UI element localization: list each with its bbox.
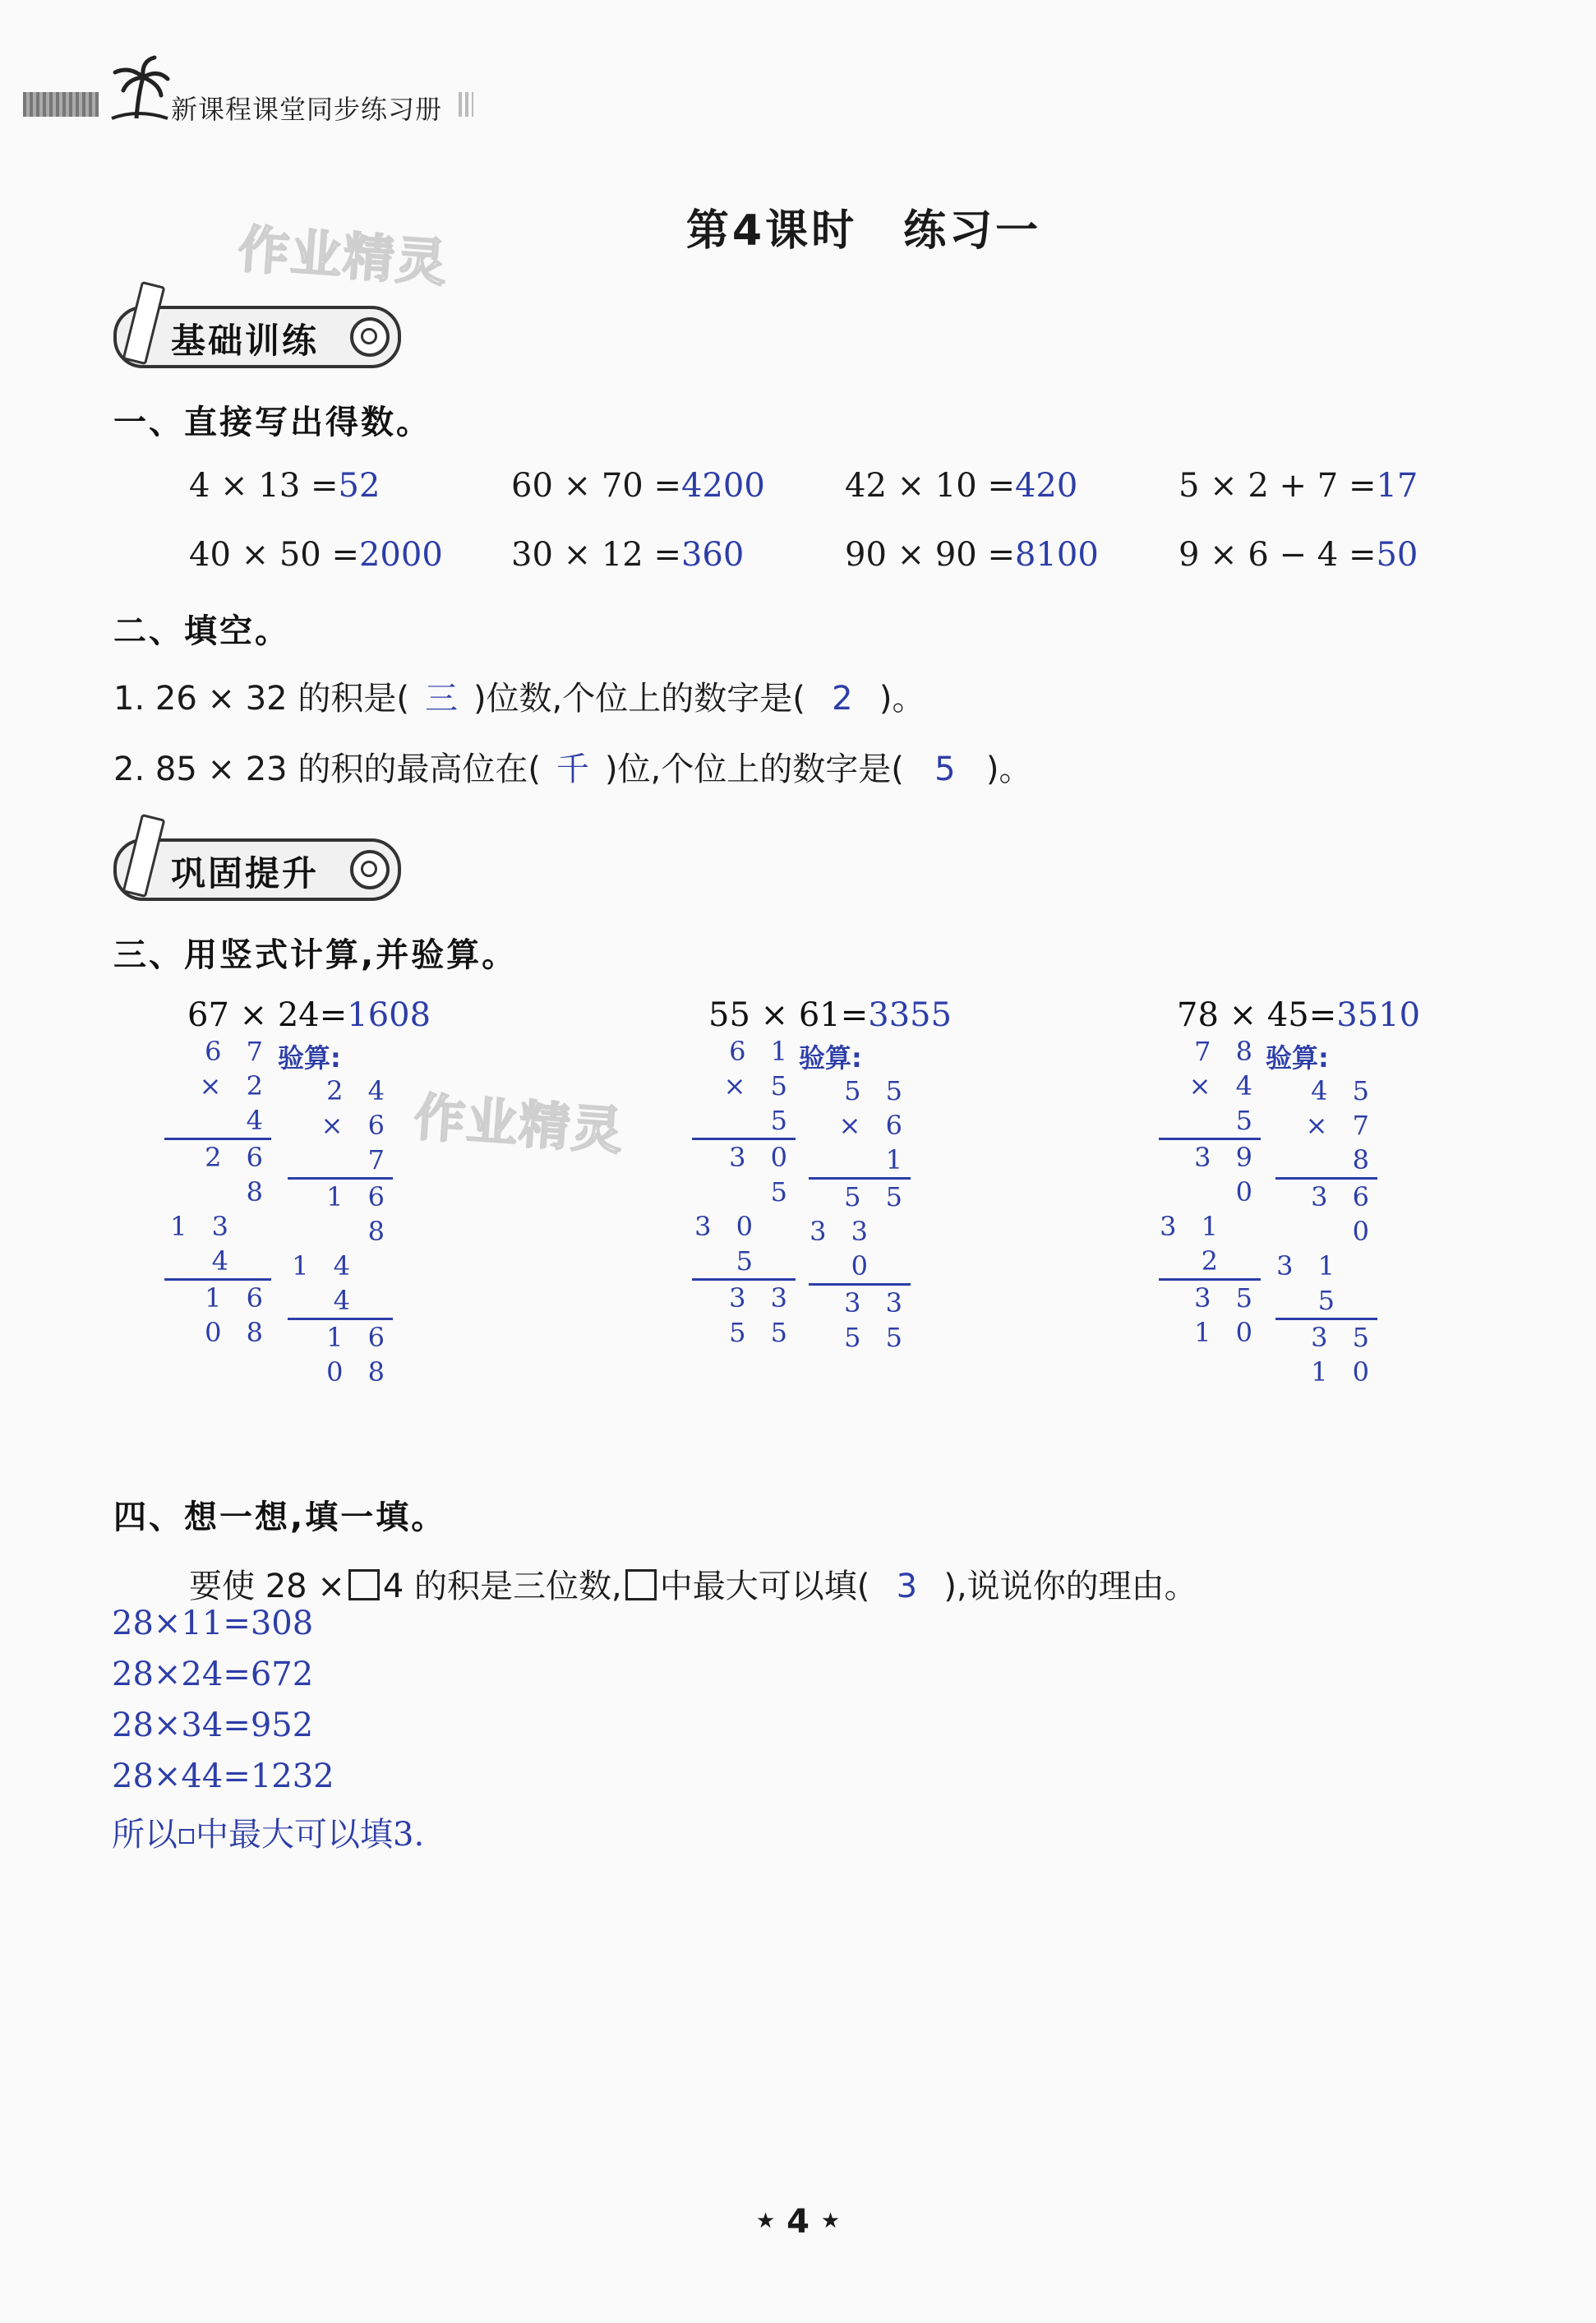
fill-question-2: 2. 85 × 23 的积的最高位在( 千 )位,个位上的数字是( 5 )。 bbox=[113, 743, 1032, 790]
blank-box bbox=[179, 1829, 194, 1844]
fill-answer: 三 bbox=[424, 680, 458, 718]
watermark: 作业精灵 bbox=[412, 1087, 626, 1162]
product-answer: 3355 bbox=[868, 996, 953, 1034]
calc-answer: 50 bbox=[1376, 536, 1418, 574]
calc-answer: 8100 bbox=[1014, 536, 1099, 574]
badge-ring-icon bbox=[350, 850, 390, 889]
calc-item: 60 × 70 =4200 bbox=[511, 467, 765, 505]
section3-heading: 三、用竖式计算,并验算。 bbox=[113, 936, 518, 974]
blank-box bbox=[625, 1569, 657, 1600]
calc-answer: 2000 bbox=[358, 536, 443, 574]
reason-conclusion: 所以 中最大可以填3. bbox=[112, 1816, 425, 1854]
series-title: 新课程课堂同步练习册 bbox=[171, 94, 443, 125]
product-answer: 3510 bbox=[1336, 996, 1421, 1034]
vertical-calc-check: 2 4 × 6 7 1 6 8 1 4 4 1 6 0 8 bbox=[288, 1074, 393, 1389]
badge-ring-icon bbox=[350, 317, 390, 357]
fill-answer: 2 bbox=[832, 680, 853, 718]
star-icon: ★ bbox=[820, 2209, 841, 2233]
calc-answer: 420 bbox=[1014, 467, 1078, 505]
blank-box bbox=[348, 1569, 380, 1600]
vertical-calc-check: 4 5 × 7 8 3 6 0 3 1 5 3 5 1 0 bbox=[1276, 1075, 1377, 1388]
vertical-calc-check: 5 5 × 6 1 5 5 3 3 0 3 3 5 5 bbox=[810, 1075, 911, 1353]
product-answer: 1608 bbox=[347, 996, 431, 1034]
palm-tree-icon bbox=[105, 54, 171, 123]
reason-line: 28×44=1232 bbox=[112, 1757, 334, 1795]
calc-item: 5 × 2 + 7 =17 bbox=[1179, 467, 1418, 505]
verify-label: 验算: bbox=[278, 1042, 341, 1074]
calc-item: 40 × 50 =2000 bbox=[189, 536, 443, 574]
calc-item: 9 × 6 − 4 =50 bbox=[1179, 536, 1418, 574]
fill-answer: 3 bbox=[896, 1568, 918, 1605]
calc-answer: 360 bbox=[680, 536, 745, 574]
calc-item: 4 × 13 =52 bbox=[189, 467, 381, 505]
calc-item: 30 × 12 =360 bbox=[511, 536, 745, 574]
think-question: 要使 28 × 4 的积是三位数, 中最大可以填( 3 ),说说你的理由。 bbox=[189, 1568, 1197, 1605]
header-decor-strip bbox=[23, 92, 99, 117]
calc-answer: 17 bbox=[1376, 467, 1418, 505]
verify-label: 验算: bbox=[1266, 1042, 1329, 1074]
header-decor-bars bbox=[459, 92, 473, 117]
star-icon: ★ bbox=[755, 2209, 776, 2233]
verify-label: 验算: bbox=[799, 1042, 862, 1074]
badge-basic-label: 基础训练 bbox=[171, 321, 320, 361]
watermark: 作业精灵 bbox=[236, 219, 450, 293]
reason-line: 28×11=308 bbox=[112, 1605, 314, 1642]
calc-item: 90 × 90 =8100 bbox=[845, 536, 1099, 574]
page-title: 第4课时 练习一 bbox=[685, 206, 1042, 256]
fill-answer: 千 bbox=[556, 750, 589, 788]
fill-question-1: 1. 26 × 32 的积是( 三 )位数,个位上的数字是( 2 )。 bbox=[113, 672, 925, 719]
vertical-problem-1: 67 × 24=1608 bbox=[187, 996, 431, 1034]
section2-heading: 二、填空。 bbox=[113, 612, 290, 650]
vertical-problem-2: 55 × 61=3355 bbox=[708, 996, 953, 1034]
section4-heading: 四、想一想,填一填。 bbox=[113, 1499, 447, 1536]
vertical-calc-main: 6 7 × 2 4 2 6 8 1 3 4 1 6 0 8 bbox=[164, 1034, 271, 1350]
calc-answer: 52 bbox=[338, 467, 381, 505]
fill-answer: 5 bbox=[934, 750, 956, 788]
badge-consolidate-label: 巩固提升 bbox=[171, 853, 320, 894]
reason-line: 28×34=952 bbox=[112, 1706, 314, 1744]
section1-heading: 一、直接写出得数。 bbox=[113, 404, 431, 441]
reason-line: 28×24=672 bbox=[112, 1656, 314, 1693]
calc-answer: 4200 bbox=[680, 467, 765, 505]
calc-item: 42 × 10 =420 bbox=[845, 467, 1078, 505]
vertical-calc-main: 7 8 × 4 5 3 9 0 3 1 2 3 5 1 0 bbox=[1160, 1036, 1261, 1348]
vertical-calc-main: 6 1 × 5 5 3 0 5 3 0 5 3 3 5 5 bbox=[692, 1034, 796, 1350]
page-number: ★ 4 ★ bbox=[755, 2203, 841, 2241]
vertical-problem-3: 78 × 45=3510 bbox=[1177, 996, 1421, 1034]
